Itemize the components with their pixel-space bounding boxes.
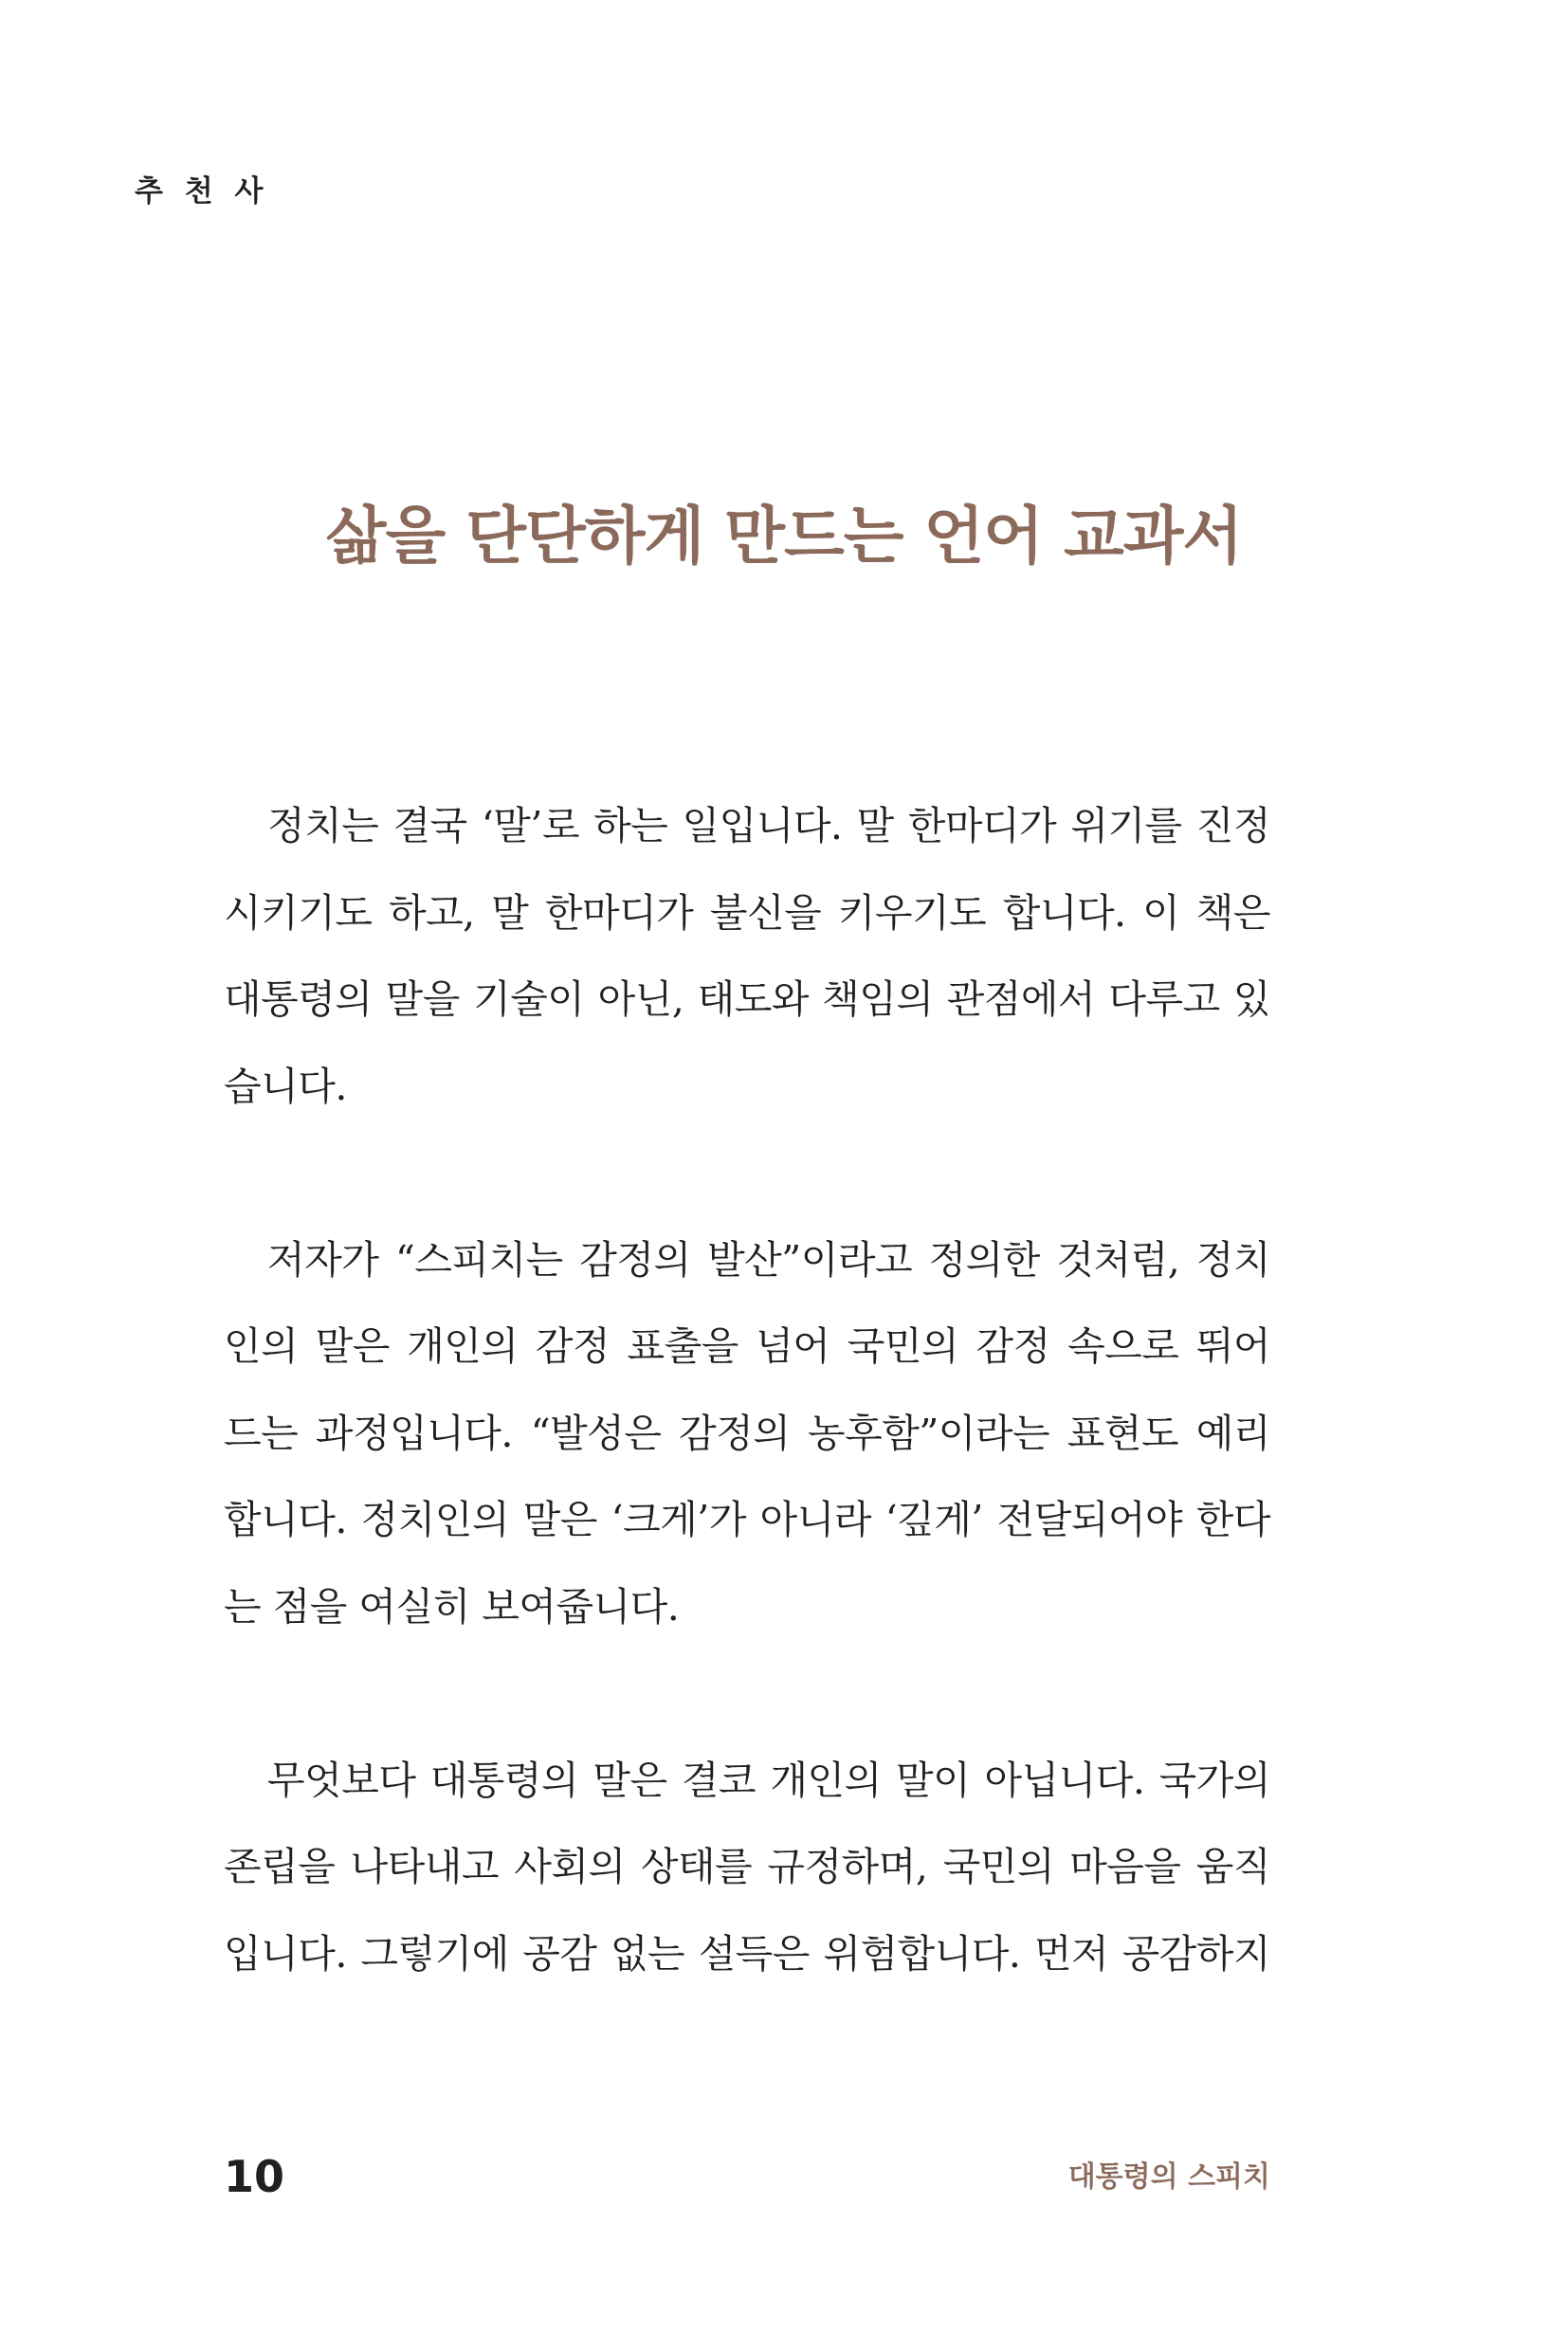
paragraph-line: 시키기도 하고, 말 한마디가 불신을 키우기도 합니다. 이 책은: [224, 889, 1270, 936]
paragraph-line: 정치는 결국 ‘말’로 하는 일입니다. 말 한마디가 위기를 진정: [267, 803, 1270, 848]
paragraph-line: 저자가 “스피치는 감정의 발산”이라고 정의한 것처럼, 정치: [267, 1236, 1270, 1283]
paragraph-line: 합니다. 정치인의 말은 ‘크게’가 아니라 ‘깊게’ 전달되어야 한다: [224, 1497, 1270, 1542]
paragraph-line: 무엇보다 대통령의 말은 결코 개인의 말이 아닙니다. 국가의: [267, 1757, 1270, 1803]
paragraph-line: 인의 말은 개인의 감정 표출을 넘어 국민의 감정 속으로 뛰어: [224, 1323, 1270, 1369]
paragraph-line: 는 점을 여실히 보여줍니다.: [224, 1583, 680, 1630]
paragraph-line: 존립을 나타내고 사회의 상태를 규정하며, 국민의 마음을 움직: [224, 1844, 1270, 1889]
paragraph-1: [224, 783, 1270, 1130]
paragraph-line: 대통령의 말을 기술이 아닌, 태도와 책임의 관점에서 다루고 있: [224, 976, 1270, 1022]
paragraph-line: 입니다. 그렇기에 공감 없는 설득은 위험합니다. 먼저 공감하지: [224, 1930, 1270, 1977]
paragraph-line: 드는 과정입니다. “발성은 감정의 농후함”이라는 표현도 예리: [224, 1410, 1270, 1456]
section-label: 추 천 사: [135, 174, 269, 209]
paragraph-3: [224, 1738, 1270, 1998]
paragraph-line: 습니다.: [224, 1063, 347, 1109]
page-number: 10: [224, 2151, 285, 2202]
page-title: 삶을 단단하게 만드는 언어 교과서: [325, 499, 1243, 573]
running-title: 대통령의 스피치: [1067, 2160, 1270, 2194]
paragraph-2: [224, 1217, 1270, 1651]
body-text: [224, 783, 1270, 1997]
